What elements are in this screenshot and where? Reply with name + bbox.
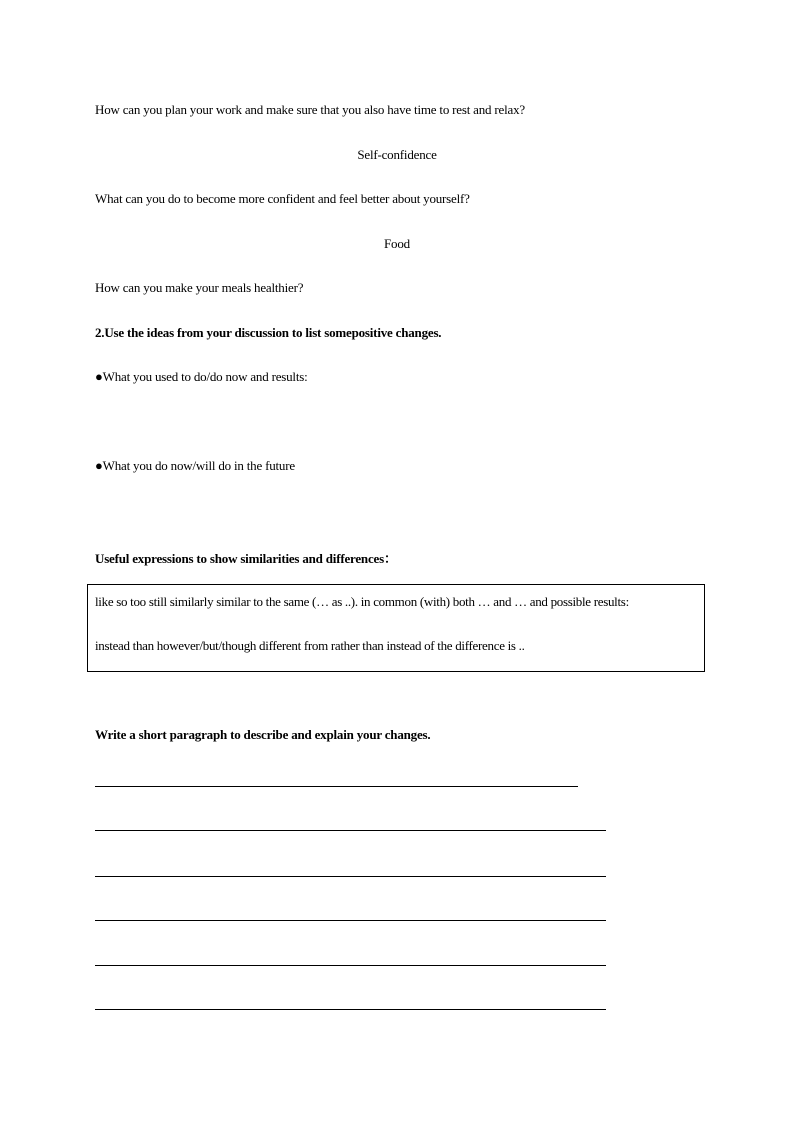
useful-expressions-box: [87, 584, 705, 672]
answer-line-1[interactable]: [95, 786, 578, 787]
answer-line-2[interactable]: [95, 830, 606, 831]
question-meals: How can you make your meals healthier?: [95, 280, 304, 295]
writing-task-title: Write a short paragraph to describe and explain your changes.: [95, 727, 431, 742]
answer-line-4[interactable]: [95, 920, 606, 921]
useful-expressions-title: Useful expressions to show similarities and differences：: [95, 551, 397, 566]
answer-line-6[interactable]: [95, 1009, 606, 1010]
bullet-past-habits: ●What you used to do/do now and results:: [95, 369, 308, 384]
question-plan-work: How can you plan your work and make sure that you also have time to rest and relax?: [95, 102, 525, 117]
bullet-future-habits: ●What you do now/will do in the future: [95, 458, 295, 473]
heading-self-confidence: Self-confidence: [357, 147, 437, 162]
question-confidence: What can you do to become more confident and feel better about yourself?: [95, 191, 470, 206]
heading-food: Food: [384, 236, 410, 251]
expressions-row-differences: instead than however/but/though different from rather than instead of the difference is ..: [95, 638, 525, 653]
task2-title: 2.Use the ideas from your discussion to list somepositive changes.: [95, 325, 442, 340]
answer-line-3[interactable]: [95, 876, 606, 877]
answer-line-5[interactable]: [95, 965, 606, 966]
expressions-row-similarities: like so too still similarly similar to the same (… as ..). in common (with) both … and … and possible results:: [95, 594, 629, 609]
